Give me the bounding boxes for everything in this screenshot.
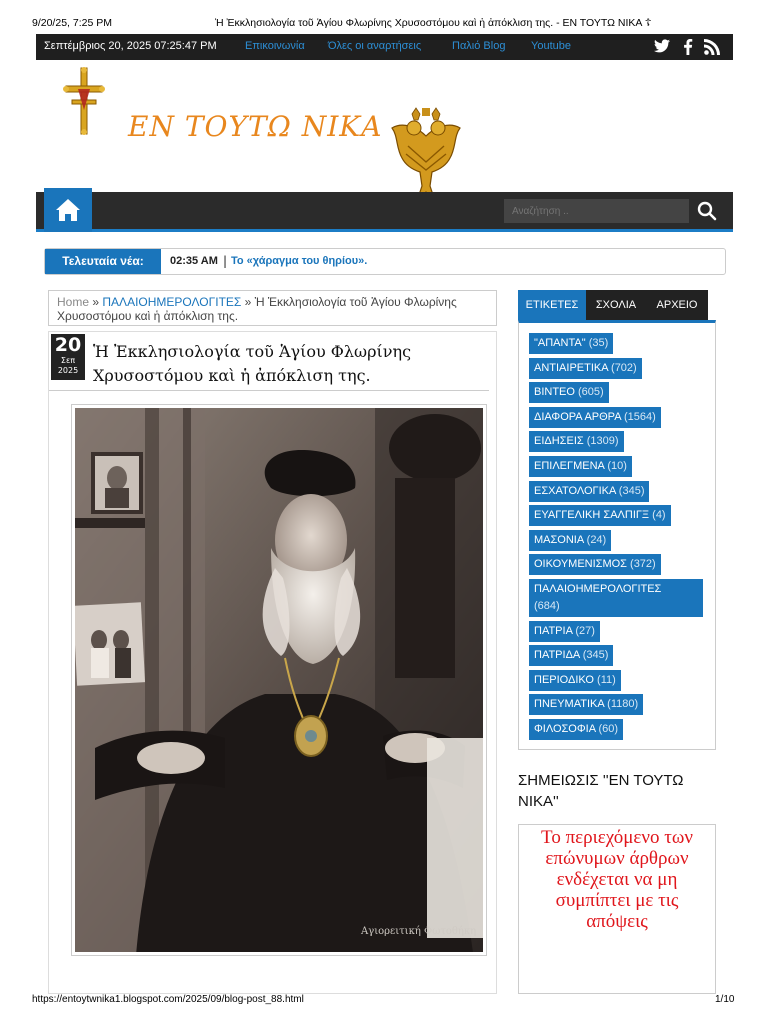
cross-icon — [62, 66, 106, 136]
post-title[interactable]: Ἡ Ἐκκλησιολογία τοῦ Ἁγίου Φλωρίνης Χρυσοστόμου καὶ ἡ ἀπόκλιση της. — [93, 342, 412, 385]
print-doc-title: Ἡ Ἐκκλησιολογία τοῦ Ἁγίου Φλωρίνης Χρυσοστόμου καὶ ἡ ἀπόκλιση της. - ΕΝ ΤΟΥΤΩ ΝΙΚΑ ☦ — [215, 17, 652, 29]
tag-link[interactable]: ΕΠΙΛΕΓΜΕΝΑ (10) — [529, 456, 632, 477]
tag-link[interactable]: ΦΙΛΟΣΟΦΙΑ (60) — [529, 719, 623, 740]
search-input[interactable] — [504, 199, 689, 223]
site-title[interactable]: ΕΝ ΤΟΥΤΩ ΝΙΚΑ — [128, 110, 383, 143]
breadcrumb-home-link[interactable]: Home — [57, 295, 90, 309]
header-logo-area — [36, 60, 733, 190]
rss-icon[interactable] — [704, 39, 720, 55]
print-datetime: 9/20/25, 7:25 PM — [32, 17, 112, 29]
blog-page — [36, 34, 733, 994]
notes-box — [518, 824, 716, 994]
twitter-icon[interactable] — [654, 39, 670, 55]
breadcrumb-current: Ἡ Ἐκκλησιολογία τοῦ Ἁγίου Φλωρίνης Χρυσοστόμου καὶ ἡ ἀπόκλιση της. — [57, 295, 457, 323]
tab-labels[interactable]: ΕΤΙΚΕΤΕΣ — [518, 290, 586, 320]
post-photo[interactable] — [75, 408, 483, 952]
tag-link[interactable]: ΠΝΕΥΜΑΤΙΚΑ (1180) — [529, 694, 643, 715]
sidebar-tabs — [518, 290, 708, 320]
labels-widget — [518, 320, 716, 750]
tag-link[interactable]: ΒΙΝΤΕΟ (605) — [529, 382, 609, 403]
title-divider — [49, 390, 489, 391]
tab-comments[interactable]: ΣΧΟΛΙΑ — [586, 290, 646, 320]
breadcrumb-separator: » — [244, 295, 252, 309]
ticker-label: Τελευταία νέα: — [45, 249, 161, 274]
tag-link[interactable]: ΑΝΤΙΑΙΡΕΤΙΚΑ (702) — [529, 358, 642, 379]
double-headed-eagle-icon — [388, 106, 464, 202]
tag-link[interactable]: "ΑΠΑΝΤΑ" (35) — [529, 333, 613, 354]
home-icon — [44, 188, 92, 232]
post-article — [48, 331, 497, 994]
post-day: 20 — [54, 334, 82, 356]
tag-link[interactable]: ΕΥΑΓΓΕΛΙΚΗ ΣΑΛΠΙΓΞ (4) — [529, 505, 671, 526]
nav-link-all-posts[interactable]: Όλες οι αναρτήσεις — [328, 40, 422, 52]
post-date-badge — [51, 334, 85, 380]
ticker-time: 02:35 AM — [170, 255, 218, 267]
print-header — [0, 0, 768, 30]
nav-link-old-blog[interactable]: Παλιό Blog — [452, 40, 506, 52]
tag-link[interactable]: ΔΙΑΦΟΡΑ ΑΡΘΡΑ (1564) — [529, 407, 661, 428]
print-page-number: 1/10 — [715, 994, 735, 1005]
nav-link-youtube[interactable]: Youtube — [531, 40, 571, 52]
facebook-icon[interactable] — [680, 39, 696, 55]
current-date: Σεπτέμβριος 20, 2025 07:25:47 PM — [44, 40, 217, 52]
notes-text: Το περιεχόμενο των επώνυμων άρθρων ενδέχεται να μη συμπίπτει με τις απόψεις — [541, 827, 693, 932]
notes-heading: ΣΗΜΕΙΩΣΙΣ ''ΕΝ ΤΟΥΤΩ ΝΙΚΑ'' — [518, 772, 684, 810]
tag-link[interactable]: ΕΙΔΗΣΕΙΣ (1309) — [529, 431, 624, 452]
print-url: https://entoytwnika1.blogspot.com/2025/09/blog-post_88.html — [32, 994, 304, 1005]
post-image-frame — [71, 404, 487, 956]
photo-watermark: Αγιορειτική Φωτοθήκη — [361, 926, 477, 937]
tag-link[interactable]: ΠΑΛΑΙΟΗΜΕΡΟΛΟΓΙΤΕΣ (684) — [529, 579, 703, 617]
top-bar — [36, 34, 733, 60]
breadcrumb — [48, 290, 497, 326]
news-ticker — [44, 248, 726, 275]
breadcrumb-separator: » — [92, 295, 100, 309]
breadcrumb-category-link[interactable]: ΠΑΛΑΙΟΗΜΕΡΟΛΟΓΙΤΕΣ — [102, 295, 242, 309]
post-month: Σεπ — [60, 356, 76, 365]
nav-link-contact[interactable]: Επικοινωνία — [245, 40, 305, 52]
tag-link[interactable]: ΕΣΧΑΤΟΛΟΓΙΚΑ (345) — [529, 481, 649, 502]
home-button[interactable] — [44, 188, 92, 232]
ticker-separator: | — [223, 254, 228, 268]
tag-link[interactable]: ΠΑΤΡΙΔΑ (345) — [529, 645, 613, 666]
tag-link[interactable]: ΜΑΣΟΝΙΑ (24) — [529, 530, 611, 551]
tag-link[interactable]: ΠΑΤΡΙΑ (27) — [529, 621, 600, 642]
tab-archive[interactable]: ΑΡΧΕΙΟ — [646, 290, 708, 320]
tag-link[interactable]: ΟΙΚΟΥΜΕΝΙΣΜΟΣ (372) — [529, 554, 661, 575]
main-menu-bar — [36, 192, 733, 232]
search-icon[interactable] — [696, 200, 718, 222]
post-year: 2025 — [57, 366, 79, 375]
ticker-headline-link[interactable]: Το «χάραγμα του θηρίου». — [231, 255, 368, 267]
tag-link[interactable]: ΠΕΡΙΟΔΙΚΟ (11) — [529, 670, 621, 691]
